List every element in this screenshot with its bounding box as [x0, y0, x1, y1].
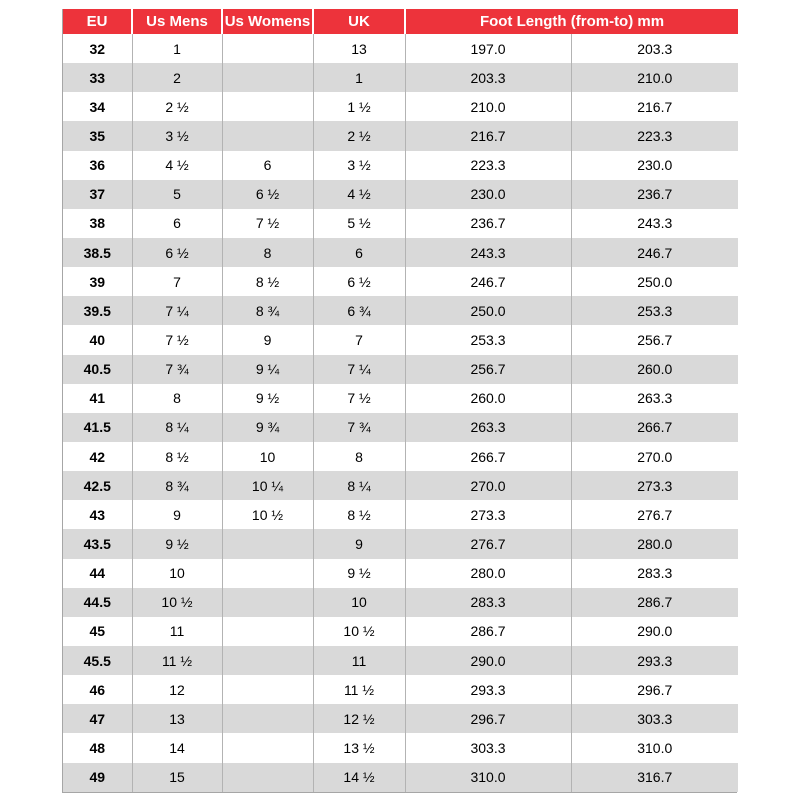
cell-eu: 32 [89, 40, 106, 57]
cell-foot-length-to: 223.3 [571, 121, 738, 150]
cell-us-mens: 7 ½ [132, 325, 222, 354]
cell-uk: 14 ½ [313, 763, 405, 792]
cell-foot-length-from: 260.0 [405, 384, 571, 413]
cell-foot-length-to: 303.3 [571, 704, 738, 733]
cell-uk: 8 ½ [313, 500, 405, 529]
cell-us-womens [222, 92, 313, 121]
cell-foot-length-to: 236.7 [571, 180, 738, 209]
cell-eu: 43 [89, 506, 106, 523]
cell-uk: 11 [313, 646, 405, 675]
table-row [63, 500, 738, 529]
cell-foot-length-to: 256.7 [571, 325, 738, 354]
cell-uk: 8 [313, 442, 405, 471]
cell-foot-length-to: 263.3 [571, 384, 738, 413]
cell-foot-length-from: 216.7 [405, 121, 571, 150]
cell-eu: 35 [89, 127, 106, 144]
cell-foot-length-from: 263.3 [405, 413, 571, 442]
table-row [63, 442, 738, 471]
cell-uk: 1 [313, 63, 405, 92]
header-eu: EU [63, 9, 132, 34]
cell-us-mens: 10 [132, 559, 222, 588]
cell-us-mens: 7 [132, 267, 222, 296]
cell-foot-length-to: 260.0 [571, 355, 738, 384]
cell-us-mens: 12 [132, 675, 222, 704]
cell-us-mens: 5 [132, 180, 222, 209]
header-us-mens: Us Mens [132, 9, 222, 34]
cell-uk: 10 ½ [313, 617, 405, 646]
cell-eu: 41 [89, 390, 106, 407]
cell-foot-length-to: 290.0 [571, 617, 738, 646]
cell-eu: 46 [89, 681, 106, 698]
cell-uk: 6 ½ [313, 267, 405, 296]
cell-us-mens: 15 [132, 763, 222, 792]
cell-us-womens: 10 ¼ [222, 471, 313, 500]
cell-us-womens: 10 [222, 442, 313, 471]
cell-us-womens [222, 121, 313, 150]
cell-foot-length-from: 293.3 [405, 675, 571, 704]
shoe-size-conversion-table [62, 9, 737, 793]
cell-eu: 44 [89, 565, 106, 582]
cell-us-mens: 4 ½ [132, 151, 222, 180]
cell-foot-length-from: 236.7 [405, 209, 571, 238]
cell-us-womens: 6 [222, 151, 313, 180]
cell-eu: 41.5 [83, 419, 111, 436]
cell-eu: 40.5 [83, 361, 111, 378]
cell-uk: 7 ¾ [313, 413, 405, 442]
cell-us-mens: 10 ½ [132, 588, 222, 617]
cell-us-mens: 6 [132, 209, 222, 238]
cell-us-womens [222, 588, 313, 617]
table-row [63, 763, 738, 792]
cell-eu: 39 [89, 273, 106, 290]
cell-foot-length-from: 270.0 [405, 471, 571, 500]
cell-eu: 43.5 [83, 535, 111, 552]
cell-us-womens: 7 ½ [222, 209, 313, 238]
cell-us-mens: 9 [132, 500, 222, 529]
cell-foot-length-from: 303.3 [405, 733, 571, 762]
table-row [63, 267, 738, 296]
cell-uk: 6 [313, 238, 405, 267]
cell-foot-length-to: 230.0 [571, 151, 738, 180]
cell-uk: 5 ½ [313, 209, 405, 238]
cell-foot-length-to: 280.0 [571, 529, 738, 558]
cell-foot-length-from: 250.0 [405, 296, 571, 325]
cell-us-womens: 8 ¾ [222, 296, 313, 325]
cell-eu: 45.5 [83, 652, 111, 669]
cell-foot-length-to: 310.0 [571, 733, 738, 762]
cell-us-mens: 9 ½ [132, 529, 222, 558]
cell-foot-length-to: 276.7 [571, 500, 738, 529]
table-row [63, 121, 738, 150]
cell-foot-length-from: 210.0 [405, 92, 571, 121]
cell-us-mens: 14 [132, 733, 222, 762]
cell-us-womens [222, 617, 313, 646]
cell-us-womens [222, 529, 313, 558]
cell-us-mens: 2 ½ [132, 92, 222, 121]
cell-uk: 11 ½ [313, 675, 405, 704]
cell-foot-length-to: 270.0 [571, 442, 738, 471]
cell-us-womens: 8 [222, 238, 313, 267]
table-row [63, 209, 738, 238]
cell-uk: 12 ½ [313, 704, 405, 733]
cell-foot-length-from: 197.0 [405, 34, 571, 63]
cell-uk: 13 ½ [313, 733, 405, 762]
cell-foot-length-from: 266.7 [405, 442, 571, 471]
cell-foot-length-from: 296.7 [405, 704, 571, 733]
table-row [63, 733, 738, 762]
cell-foot-length-to: 210.0 [571, 63, 738, 92]
cell-us-mens: 3 ½ [132, 121, 222, 150]
cell-uk: 7 ½ [313, 384, 405, 413]
header-foot-length: Foot Length (from-to) mm [405, 9, 738, 34]
cell-foot-length-from: 253.3 [405, 325, 571, 354]
table-row [63, 675, 738, 704]
cell-us-womens [222, 763, 313, 792]
cell-foot-length-to: 246.7 [571, 238, 738, 267]
table-row [63, 355, 738, 384]
cell-us-mens: 13 [132, 704, 222, 733]
cell-us-mens: 6 ½ [132, 238, 222, 267]
cell-uk: 7 ¼ [313, 355, 405, 384]
table-row [63, 559, 738, 588]
cell-foot-length-to: 253.3 [571, 296, 738, 325]
table-row [63, 151, 738, 180]
cell-eu: 42 [89, 448, 106, 465]
table-row [63, 180, 738, 209]
table-row [63, 413, 738, 442]
table-row [63, 34, 738, 63]
cell-foot-length-to: 316.7 [571, 763, 738, 792]
table-row [63, 529, 738, 558]
cell-us-womens [222, 675, 313, 704]
cell-eu: 39.5 [83, 302, 111, 319]
cell-us-womens [222, 704, 313, 733]
cell-us-mens: 8 ¼ [132, 413, 222, 442]
cell-foot-length-from: 230.0 [405, 180, 571, 209]
cell-eu: 49 [89, 769, 106, 786]
cell-us-mens: 8 ¾ [132, 471, 222, 500]
cell-us-womens [222, 733, 313, 762]
cell-us-mens: 7 ¼ [132, 296, 222, 325]
cell-uk: 13 [313, 34, 405, 63]
cell-us-mens: 11 [132, 617, 222, 646]
cell-foot-length-to: 273.3 [571, 471, 738, 500]
cell-uk: 10 [313, 588, 405, 617]
cell-eu: 34 [89, 98, 106, 115]
cell-us-womens: 9 [222, 325, 313, 354]
cell-uk: 6 ¾ [313, 296, 405, 325]
cell-foot-length-from: 280.0 [405, 559, 571, 588]
cell-uk: 1 ½ [313, 92, 405, 121]
cell-foot-length-to: 243.3 [571, 209, 738, 238]
cell-us-mens: 1 [132, 34, 222, 63]
cell-foot-length-from: 203.3 [405, 63, 571, 92]
cell-foot-length-to: 286.7 [571, 588, 738, 617]
cell-us-womens: 9 ¼ [222, 355, 313, 384]
cell-us-womens: 6 ½ [222, 180, 313, 209]
cell-us-womens [222, 646, 313, 675]
cell-us-mens: 2 [132, 63, 222, 92]
cell-us-mens: 7 ¾ [132, 355, 222, 384]
cell-foot-length-from: 276.7 [405, 529, 571, 558]
table-row [63, 325, 738, 354]
cell-foot-length-to: 296.7 [571, 675, 738, 704]
cell-us-mens: 8 ½ [132, 442, 222, 471]
cell-foot-length-from: 273.3 [405, 500, 571, 529]
cell-us-womens: 8 ½ [222, 267, 313, 296]
cell-uk: 3 ½ [313, 151, 405, 180]
cell-eu: 44.5 [83, 594, 111, 611]
cell-foot-length-to: 203.3 [571, 34, 738, 63]
cell-uk: 9 [313, 529, 405, 558]
cell-foot-length-from: 223.3 [405, 151, 571, 180]
cell-us-mens: 11 ½ [132, 646, 222, 675]
cell-uk: 2 ½ [313, 121, 405, 150]
cell-foot-length-from: 246.7 [405, 267, 571, 296]
table-body [63, 34, 738, 792]
cell-foot-length-from: 310.0 [405, 763, 571, 792]
cell-eu: 36 [89, 157, 106, 174]
cell-eu: 33 [89, 69, 106, 86]
cell-eu: 37 [89, 186, 106, 203]
cell-us-womens: 9 ¾ [222, 413, 313, 442]
cell-foot-length-from: 243.3 [405, 238, 571, 267]
cell-eu: 47 [89, 710, 106, 727]
table-row [63, 704, 738, 733]
table-row [63, 296, 738, 325]
cell-uk: 4 ½ [313, 180, 405, 209]
cell-foot-length-to: 283.3 [571, 559, 738, 588]
cell-uk: 9 ½ [313, 559, 405, 588]
header-uk: UK [313, 9, 405, 34]
cell-foot-length-to: 250.0 [571, 267, 738, 296]
cell-eu: 42.5 [83, 477, 111, 494]
cell-us-mens: 8 [132, 384, 222, 413]
cell-us-womens: 9 ½ [222, 384, 313, 413]
table-header [63, 9, 738, 34]
table-row [63, 238, 738, 267]
cell-foot-length-to: 216.7 [571, 92, 738, 121]
table-row [63, 384, 738, 413]
cell-foot-length-to: 293.3 [571, 646, 738, 675]
cell-us-womens [222, 63, 313, 92]
cell-uk: 8 ¼ [313, 471, 405, 500]
cell-eu: 45 [89, 623, 106, 640]
cell-foot-length-to: 266.7 [571, 413, 738, 442]
cell-foot-length-from: 283.3 [405, 588, 571, 617]
cell-uk: 7 [313, 325, 405, 354]
table-row [63, 92, 738, 121]
table-row [63, 646, 738, 675]
cell-eu: 38 [89, 215, 106, 232]
header-us-womens: Us Womens [222, 9, 313, 34]
table-row [63, 617, 738, 646]
cell-foot-length-from: 286.7 [405, 617, 571, 646]
cell-us-womens [222, 559, 313, 588]
table-row [63, 471, 738, 500]
cell-eu: 40 [89, 331, 106, 348]
cell-us-womens [222, 34, 313, 63]
size-table [63, 9, 738, 792]
header-row [63, 9, 738, 34]
cell-foot-length-from: 256.7 [405, 355, 571, 384]
cell-eu: 38.5 [83, 244, 111, 261]
cell-eu: 48 [89, 739, 106, 756]
cell-us-womens: 10 ½ [222, 500, 313, 529]
cell-foot-length-from: 290.0 [405, 646, 571, 675]
table-row [63, 63, 738, 92]
table-row [63, 588, 738, 617]
